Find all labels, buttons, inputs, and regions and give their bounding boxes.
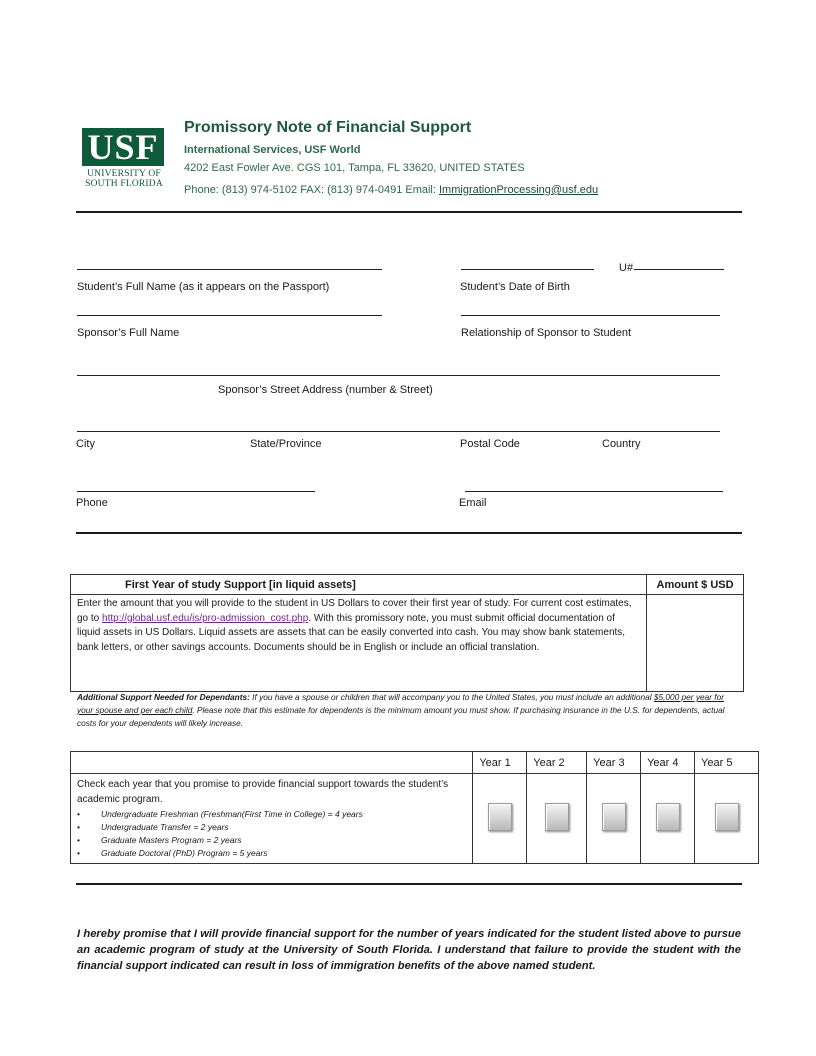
city-label: City [76, 438, 95, 450]
dependants-amount: $5,000 per year for your spouse and per each child [77, 692, 724, 715]
year-5-cell [695, 774, 759, 864]
amount-heading: Amount $ USD [647, 575, 744, 595]
usf-logo-mark: USF [82, 128, 164, 166]
relationship-label: Relationship of Sponsor to Student [461, 327, 632, 339]
student-dob-label: Student’s Date of Birth [460, 281, 570, 293]
phone-line[interactable] [77, 491, 315, 492]
dependants-label: Additional Support Needed for Dependants: [77, 692, 250, 702]
u-number-line[interactable] [634, 269, 724, 270]
promise-statement: I hereby promise that I will provide financial support for the number of years indicated for the student listed above to pursue an academic program of study at the University of South Florida. I understand that failure to provide the student with the financial support indicated can result in loss of immigration benefits of the above named student. [77, 928, 741, 972]
year-5-header: Year 5 [695, 752, 759, 774]
postal-code-label: Postal Code [460, 438, 520, 450]
year-2-cell [527, 774, 587, 864]
student-name-label: Student’s Full Name (as it appears on the Passport) [77, 281, 330, 293]
contact-line [184, 184, 598, 196]
contact-phone-fax: Phone: (813) 974-5102 FAX: (813) 974-0491 Email: [184, 184, 439, 196]
year-4-checkbox[interactable] [656, 803, 680, 831]
year-3-cell [587, 774, 641, 864]
program-item: • Graduate Doctoral (PhD) Program = 5 years [77, 847, 466, 860]
program-item: • Graduate Masters Program = 2 years [77, 834, 466, 847]
support-description: Enter the amount that you will provide to the student in US Dollars to cover their first year of study. For current cost estimates, go to http://global.usf.edu/is/pro-admission_cost.php. With this promissory note, you must submit official documentation of liquid assets in US Dollars. Liquid assets are assets that can be easily converted into cash. You may show bank statements, bank letters, or other savings accounts. Documents should be in English or include an official translation. [71, 595, 647, 692]
program-item: • Undergraduate Transfer = 2 years [77, 821, 466, 834]
amount-input-cell[interactable] [647, 595, 744, 692]
cost-estimate-link[interactable]: http://global.usf.edu/is/pro-admission_cost.php [102, 612, 309, 624]
phone-label: Phone [76, 497, 108, 509]
usf-logo [82, 128, 166, 192]
year-5-checkbox[interactable] [715, 803, 739, 831]
fields-divider [76, 532, 742, 534]
years-blank-header [71, 752, 473, 774]
year-1-cell [473, 774, 527, 864]
usf-logo-line2: SOUTH FLORIDA [85, 179, 163, 189]
year-2-checkbox[interactable] [545, 803, 569, 831]
relationship-line[interactable] [461, 315, 720, 316]
header-divider [76, 211, 742, 213]
years-support-table [70, 751, 759, 864]
year-4-header: Year 4 [641, 752, 695, 774]
program-list [77, 808, 466, 860]
years-instruction-cell [71, 774, 473, 864]
year-1-header: Year 1 [473, 752, 527, 774]
year-4-cell [641, 774, 695, 864]
year-2-header: Year 2 [527, 752, 587, 774]
office-address: 4202 East Fowler Ave. CGS 101, Tampa, FL 33620, UNITED STATES [184, 162, 525, 174]
contact-email-link[interactable]: ImmigrationProcessing@usf.edu [439, 184, 599, 196]
support-heading: First Year of study Support [in liquid assets] [71, 575, 647, 595]
state-label: State/Province [250, 438, 322, 450]
student-name-line[interactable] [77, 269, 382, 270]
sponsor-name-line[interactable] [77, 315, 382, 316]
sponsor-name-label: Sponsor’s Full Name [77, 327, 180, 339]
country-label: Country [602, 438, 641, 450]
years-instruction: Check each year that you promise to provide financial support towards the student’s academic program. [77, 779, 449, 805]
year-1-checkbox[interactable] [488, 803, 512, 831]
page-title: Promissory Note of Financial Support [184, 119, 472, 136]
student-dob-line[interactable] [461, 269, 594, 270]
year-3-checkbox[interactable] [602, 803, 626, 831]
email-label: Email [459, 497, 487, 509]
usf-logo-line1: UNIVERSITY OF [87, 169, 161, 179]
email-line[interactable] [465, 491, 723, 492]
u-number-label: U# [619, 262, 634, 274]
first-year-support-table [70, 574, 744, 692]
street-address-line[interactable] [77, 375, 720, 376]
program-item: • Undergraduate Freshman (Freshman(First Time in College) = 4 years [77, 808, 466, 821]
city-state-postal-line[interactable] [77, 431, 720, 432]
department-subtitle: International Services, USF World [184, 144, 361, 156]
years-divider [76, 883, 742, 885]
street-address-label: Sponsor’s Street Address (number & Street) [218, 384, 433, 396]
dependants-note: Additional Support Needed for Dependants: If you have a spouse or children that will accompany you to the United States, you must include an additional $5,000 per year for your spouse and per each child. Please note that this estimate for dependents is the minimum amount you must show. If purchasing insurance in the U.S. for dependents, actual costs for your dependents will likely increase. [77, 692, 725, 728]
year-3-header: Year 3 [587, 752, 641, 774]
